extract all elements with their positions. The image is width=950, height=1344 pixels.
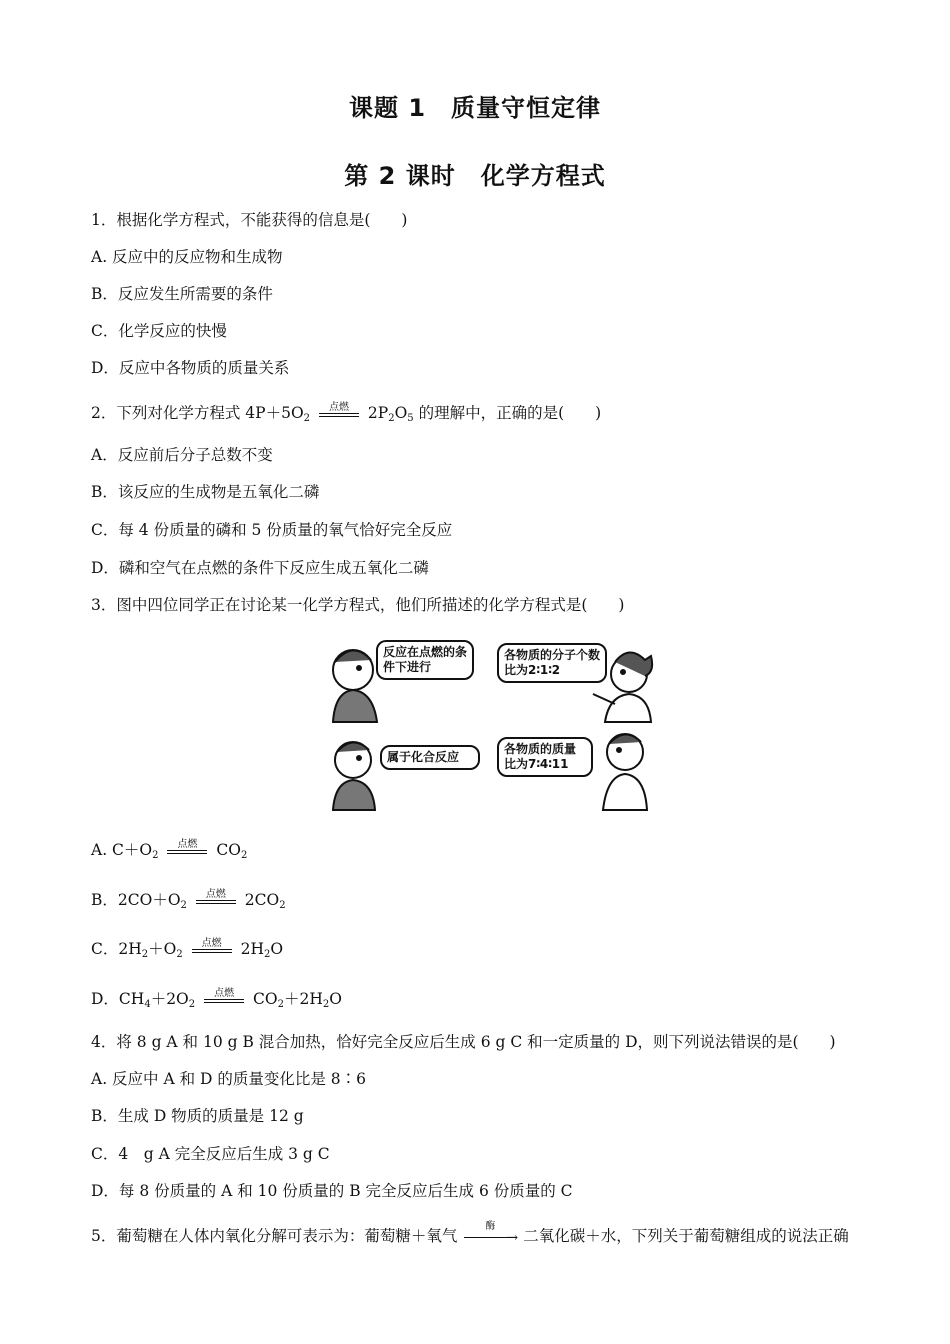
speech-bubble-3: 属于化合反应: [380, 745, 480, 770]
reaction-equals-sign: 点燃: [190, 940, 234, 960]
q1-option-b: B．反应发生所需要的条件: [91, 285, 273, 303]
speech-bubble-1: 反应在点燃的条件下进行: [376, 640, 474, 680]
reaction-equals-sign: 点燃: [202, 990, 246, 1010]
q3-stem: 3．图中四位同学正在讨论某一化学方程式，他们所描述的化学方程式是( ): [91, 596, 625, 614]
q3-option-a: A. $C+O_2$ 点燃 $CO_2$: [91, 839, 248, 861]
reaction-equals-sign: 点燃: [194, 891, 238, 911]
q3-option-d: D．$CH_4+2O_2$ 点燃 $CO_2+2H_2O$: [91, 988, 342, 1010]
q2-option-d: D．磷和空气在点燃的条件下反应生成五氧化二磷: [91, 559, 429, 577]
speech-bubble-4: 各物质的质量比为7∶4∶11: [497, 737, 593, 777]
q4-option-a: A. 反应中 A 和 D 的质量变化比是 8∶6: [91, 1070, 367, 1088]
q5-stem: [91, 1221, 849, 1247]
page-title: 课题 1 质量守恒定律: [348, 94, 602, 122]
q5-stem-pre: 5．葡萄糖在人体内氧化分解可表示为：葡萄糖＋氧气: [91, 1227, 458, 1245]
speech-bubble-2: 各物质的分子个数比为2∶1∶2: [497, 643, 607, 683]
q1-option-c: C．化学反应的快慢: [91, 322, 227, 340]
q1-stem: 1．根据化学方程式，不能获得的信息是( ): [91, 211, 408, 229]
q4-option-d: D．每 8 份质量的 A 和 10 份质量的 B 完全反应后生成 6 份质量的 C: [91, 1182, 573, 1200]
reaction-equals-sign: 点燃: [317, 404, 361, 424]
q2-option-b: B．该反应的生成物是五氧化二磷: [91, 483, 320, 501]
q4-stem: 4．将 8 g A 和 10 g B 混合加热，恰好完全反应后生成 6 g C 和一定质量的 D，则下列说法错误的是( ): [91, 1033, 836, 1051]
reaction-arrow-icon: 酶 →: [462, 1227, 518, 1247]
q1-option-d: D．反应中各物质的质量关系: [91, 359, 290, 377]
q1-option-a: A. 反应中的反应物和生成物: [91, 248, 283, 266]
q2-stem-post: 的理解中，正确的是( ): [418, 404, 602, 422]
q2-option-c: C．每 4 份质量的磷和 5 份质量的氧气恰好完全反应: [91, 521, 453, 539]
q4-option-c: C．4 g A 完全反应后生成 3 g C: [91, 1145, 330, 1163]
q3-option-c: C．$2H_2+O_2$ 点燃 $2H_2O$: [91, 938, 284, 960]
q2-stem: 2．下列对化学方程式 $4P+5O_2$ 点燃 $2P_2O_5$ 的理解中，正确的是( ): [91, 402, 602, 424]
q4-option-b: B．生成 D 物质的质量是 12 g: [91, 1107, 304, 1125]
q2-stem-pre: 2．下列对化学方程式 4P＋5O: [91, 404, 304, 422]
reaction-equals-sign: 点燃: [165, 841, 209, 861]
page-subtitle: 第 2 课时 化学方程式: [344, 162, 606, 190]
q2-option-a: A．反应前后分子总数不变: [91, 446, 273, 464]
q5-stem-post: 二氧化碳＋水，下列关于葡萄糖组成的说法正确: [523, 1227, 849, 1245]
q3-option-b: B．$2CO+O_2$ 点燃 $2CO_2$: [91, 889, 286, 911]
